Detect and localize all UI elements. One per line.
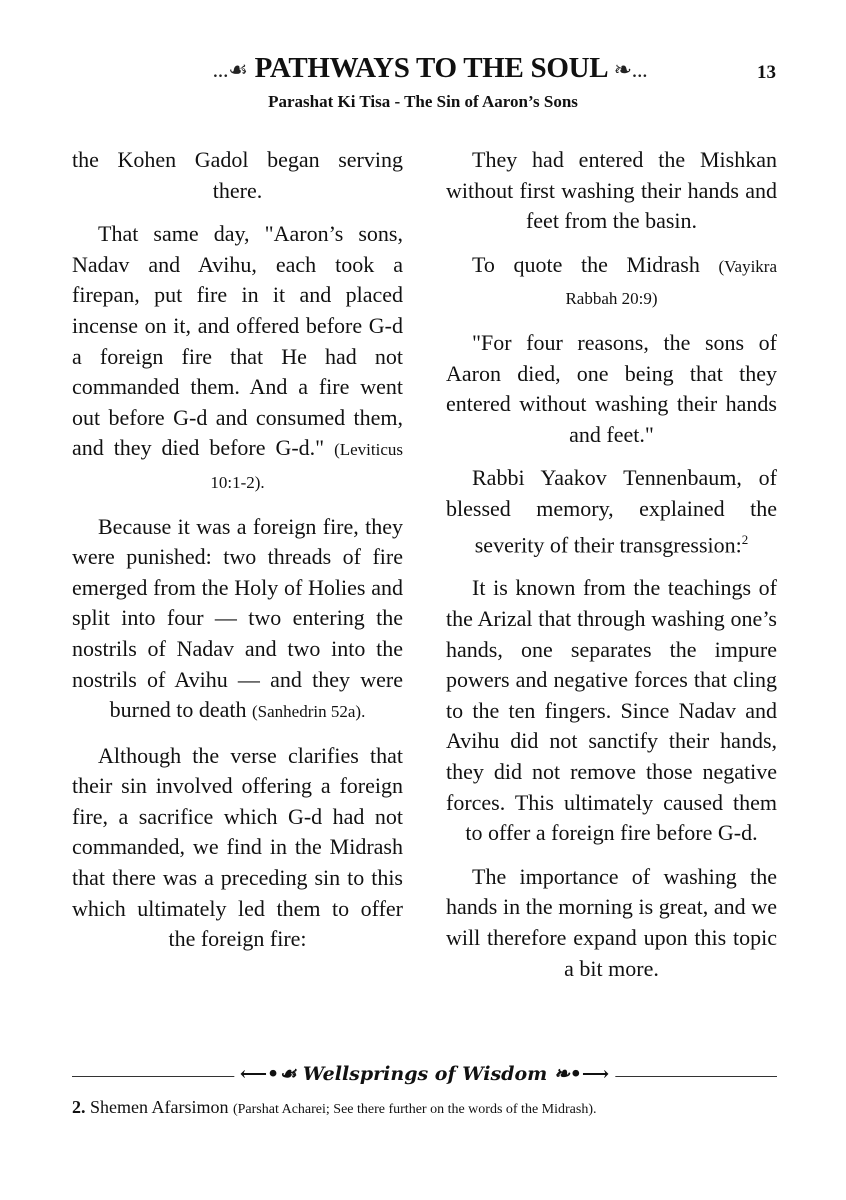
footnote-source: Shemen Afarsimon [90,1097,229,1117]
book-title: PATHWAYS TO THE SOUL [254,52,607,84]
divider-ornament-left-icon: ⟵•☙ [239,1063,297,1085]
footnote [72,1097,792,1118]
footnote-reference[interactable]: 2 [741,531,749,547]
paragraph: They had entered the Mishkan without first washing their hands and feet from the basin. [446,147,777,234]
citation: (Leviticus 10:1-2). [210,440,403,492]
paragraph: Rabbi Yaakov Tennenbaum, of blessed memory, explained the severity of their transgression:$^2$ [446,465,777,557]
book-title-row [135,52,725,85]
citation: (Vayikra Rabbah 20:9) [565,256,778,309]
right-column [446,145,777,997]
paragraph: The importance of washing the hands in the morning is great, and we will therefore expand upon this topic a bit more. [446,863,777,981]
divider-ornament-right-icon: ❧•⟶ [553,1063,610,1085]
paragraph: the Kohen Gadol began serving there. [72,147,403,203]
paragraph: It is known from the teachings of the Arizal that through washing one’s hands, one separates the impure powers and negative forces that cling to the ten fingers. Since Nadav and Avihu did not sanctify their hands, they did not remove those negative forces. This ultimately caused them to offer a foreign fire before G-d. [446,575,777,846]
ornament-right-icon: ❧... [613,57,648,82]
footnote-note: (Parshat Acharei; See there further on the words of the Midrash). [232,1102,597,1117]
chapter-subtitle: Parashat Ki Tisa - The Sin of Aaron’s Sons [268,92,578,111]
footnote-divider [72,1065,777,1087]
paragraph: Because it was a foreign fire, they were punished: two threads of fire emerged from the Holy of Holies and split into four — two entering the nostrils of Nadav and two into the nostrils of Avihu — and they were burned to death (Sanhedrin 52a). [72,513,403,723]
footnote-number: 2. [72,1097,86,1117]
divider-label: Wellsprings of Wisdom [302,1063,548,1085]
left-column [72,145,403,968]
paragraph: "For four reasons, the sons of Aaron died, one being that they entered without washing their hands and feet." [446,329,777,447]
citation: (Sanhedrin 52a). [252,702,366,722]
paragraph: To quote the Midrash (Vayikra Rabbah 20:9) [472,251,778,309]
paragraph: Although the verse clarifies that their sin involved offering a foreign fire, a sacrifice which G-d had not commanded, we find in the Midrash that there was a preceding sin to this which ultimately led them to offer the foreign fire: [72,742,403,952]
ornament-left-icon: ...☙ [212,57,248,82]
paragraph: That same day, "Aaron’s sons, Nadav and Avihu, each took a firepan, put fire in it and placed incense on it, and offered before G-d a foreign fire that He had not commanded them. And a fire went out before G-d and consumed them, and they died before G-d." (Leviticus 10:1-2). [72,221,403,492]
page-number: 13 [757,62,776,83]
